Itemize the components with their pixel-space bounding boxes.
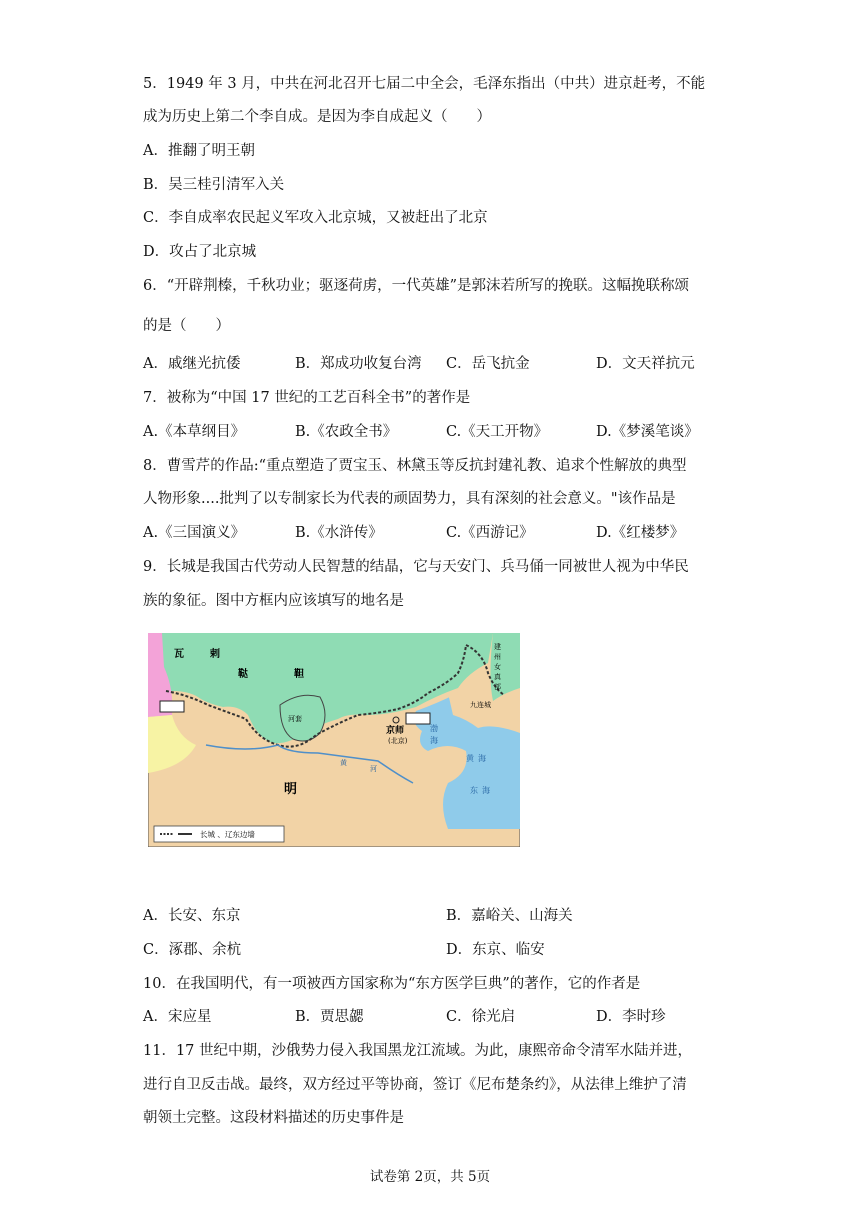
map-label-dada-2: 靼 [294, 669, 304, 680]
map-label-donghai-2: 海 [482, 786, 490, 795]
q11-stem-line2: 进行自卫反击战。最终，双方经过平等协商，签订《尼布楚条约》，从法律上维护了清 [143, 1077, 687, 1093]
q5-option-a: A．推翻了明王朝 [143, 143, 255, 159]
q5-option-d: D．攻占了北京城 [143, 244, 257, 260]
q7-option-d: D.《梦溪笔谈》 [596, 424, 699, 440]
q11-stem-line1: 11．17 世纪中期，沙俄势力侵入我国黑龙江流域。为此，康熙帝命令清军水陆并进， [143, 1043, 693, 1059]
q10-option-b: B．贾思勰 [295, 1009, 364, 1025]
map-label-donghai-1: 东 [470, 786, 478, 795]
map-label-nuzhen-3: 女 [494, 663, 501, 671]
q8-option-a: A.《三国演义》 [143, 525, 246, 541]
q6-option-b: B．郑成功收复台湾 [295, 356, 422, 372]
q5-stem-line1: 5．1949 年 3 月，中共在河北召开七届二中全会，毛泽东指出（中共）进京赶考，不能 [143, 76, 706, 92]
map-legend-text: 长城 、辽东边墙 [200, 830, 255, 839]
map-blank-box-west [160, 701, 184, 712]
q6-option-c: C．岳飞抗金 [446, 356, 530, 372]
map-label-dada-1: 鞑 [238, 669, 248, 680]
q6-stem-line1: 6．“开辟荆榛，千秋功业；驱逐荷虏，一代英雄”是郭沫若所写的挽联。这幅挽联称颂 [143, 278, 690, 294]
q9-option-b: B．嘉峪关、山海关 [446, 908, 573, 924]
q5-option-c: C．李自成率农民起义军攻入北京城，又被赶出了北京 [143, 210, 488, 226]
map-label-hetao: 河套 [288, 715, 302, 723]
map-label-nuzhen-1: 建 [494, 643, 501, 651]
q10-option-c: C．徐光启 [446, 1009, 516, 1025]
q8-stem-line1: 8．曹雪芹的作品:“重点塑造了贾宝玉、林黛玉等反抗封建礼教、追求个性解放的典型 [143, 458, 687, 474]
q7-stem: 7．被称为“中国 17 世纪的工艺百科全书”的著作是 [143, 390, 471, 406]
q9-option-a: A．长安、东京 [143, 908, 241, 924]
map-label-wala-2: 剌 [210, 649, 220, 660]
q8-option-d: D.《红楼梦》 [596, 525, 685, 541]
q9-stem-line1: 9．长城是我国古代劳动人民智慧的结晶，它与天安门、兵马俑一同被世人视为中华民 [143, 559, 689, 575]
map-label-huanghai-1: 黄 [466, 754, 474, 763]
map-label-jingshi: 京师 [386, 726, 405, 736]
map-label-wala-1: 瓦 [174, 649, 184, 660]
map-label-huanghai-2: 海 [478, 754, 486, 763]
q8-stem-line2: 人物形象....批判了以专制家长为代表的顽固势力，具有深刻的社会意义。"该作品是 [143, 491, 676, 507]
q7-option-a: A.《本草纲目》 [143, 424, 246, 440]
q9-stem-line2: 族的象征。图中方框内应该填写的地名是 [143, 593, 404, 609]
q6-option-a: A．戚继光抗倭 [143, 356, 241, 372]
map-label-beijing: (北京) [388, 737, 408, 745]
map-blank-box-east [406, 713, 430, 724]
map-label-ming: 明 [284, 782, 298, 797]
map-label-bohai-1: 渤 [430, 724, 438, 733]
map-label-huang-2: 河 [370, 765, 377, 773]
q6-option-d: D．文天祥抗元 [596, 356, 695, 372]
map-label-nuzhen-5: 部 [494, 683, 501, 691]
map-label-nuzhen-4: 真 [494, 673, 501, 681]
q10-option-a: A．宋应星 [143, 1009, 212, 1025]
q7-option-c: C.《天工开物》 [446, 424, 549, 440]
q8-option-c: C.《西游记》 [446, 525, 534, 541]
q10-option-d: D．李时珍 [596, 1009, 666, 1025]
q9-option-c: C．涿郡、余杭 [143, 942, 242, 958]
q5-option-b: B．吴三桂引清军入关 [143, 177, 285, 193]
map-label-bohai-2: 海 [430, 736, 438, 745]
map-label-jiuliancheng: 九连城 [470, 701, 491, 709]
q8-option-b: B.《水浒传》 [295, 525, 383, 541]
map-label-huang-1: 黄 [340, 759, 347, 767]
q9-option-d: D．东京、临安 [446, 942, 545, 958]
q5-stem-line2: 成为历史上第二个李自成。是因为李自成起义（ ） [143, 109, 491, 125]
q6-stem-line2: 的是（ ） [143, 318, 230, 334]
ming-great-wall-map [148, 633, 520, 847]
q11-stem-line3: 朝领土完整。这段材料描述的历史事件是 [143, 1110, 404, 1126]
q10-stem: 10．在我国明代，有一项被西方国家称为“东方医学巨典”的著作，它的作者是 [143, 976, 641, 992]
map-label-nuzhen-2: 州 [494, 653, 501, 661]
q7-option-b: B.《农政全书》 [295, 424, 398, 440]
page-footer: 试卷第 2页，共 5页 [369, 1169, 491, 1185]
